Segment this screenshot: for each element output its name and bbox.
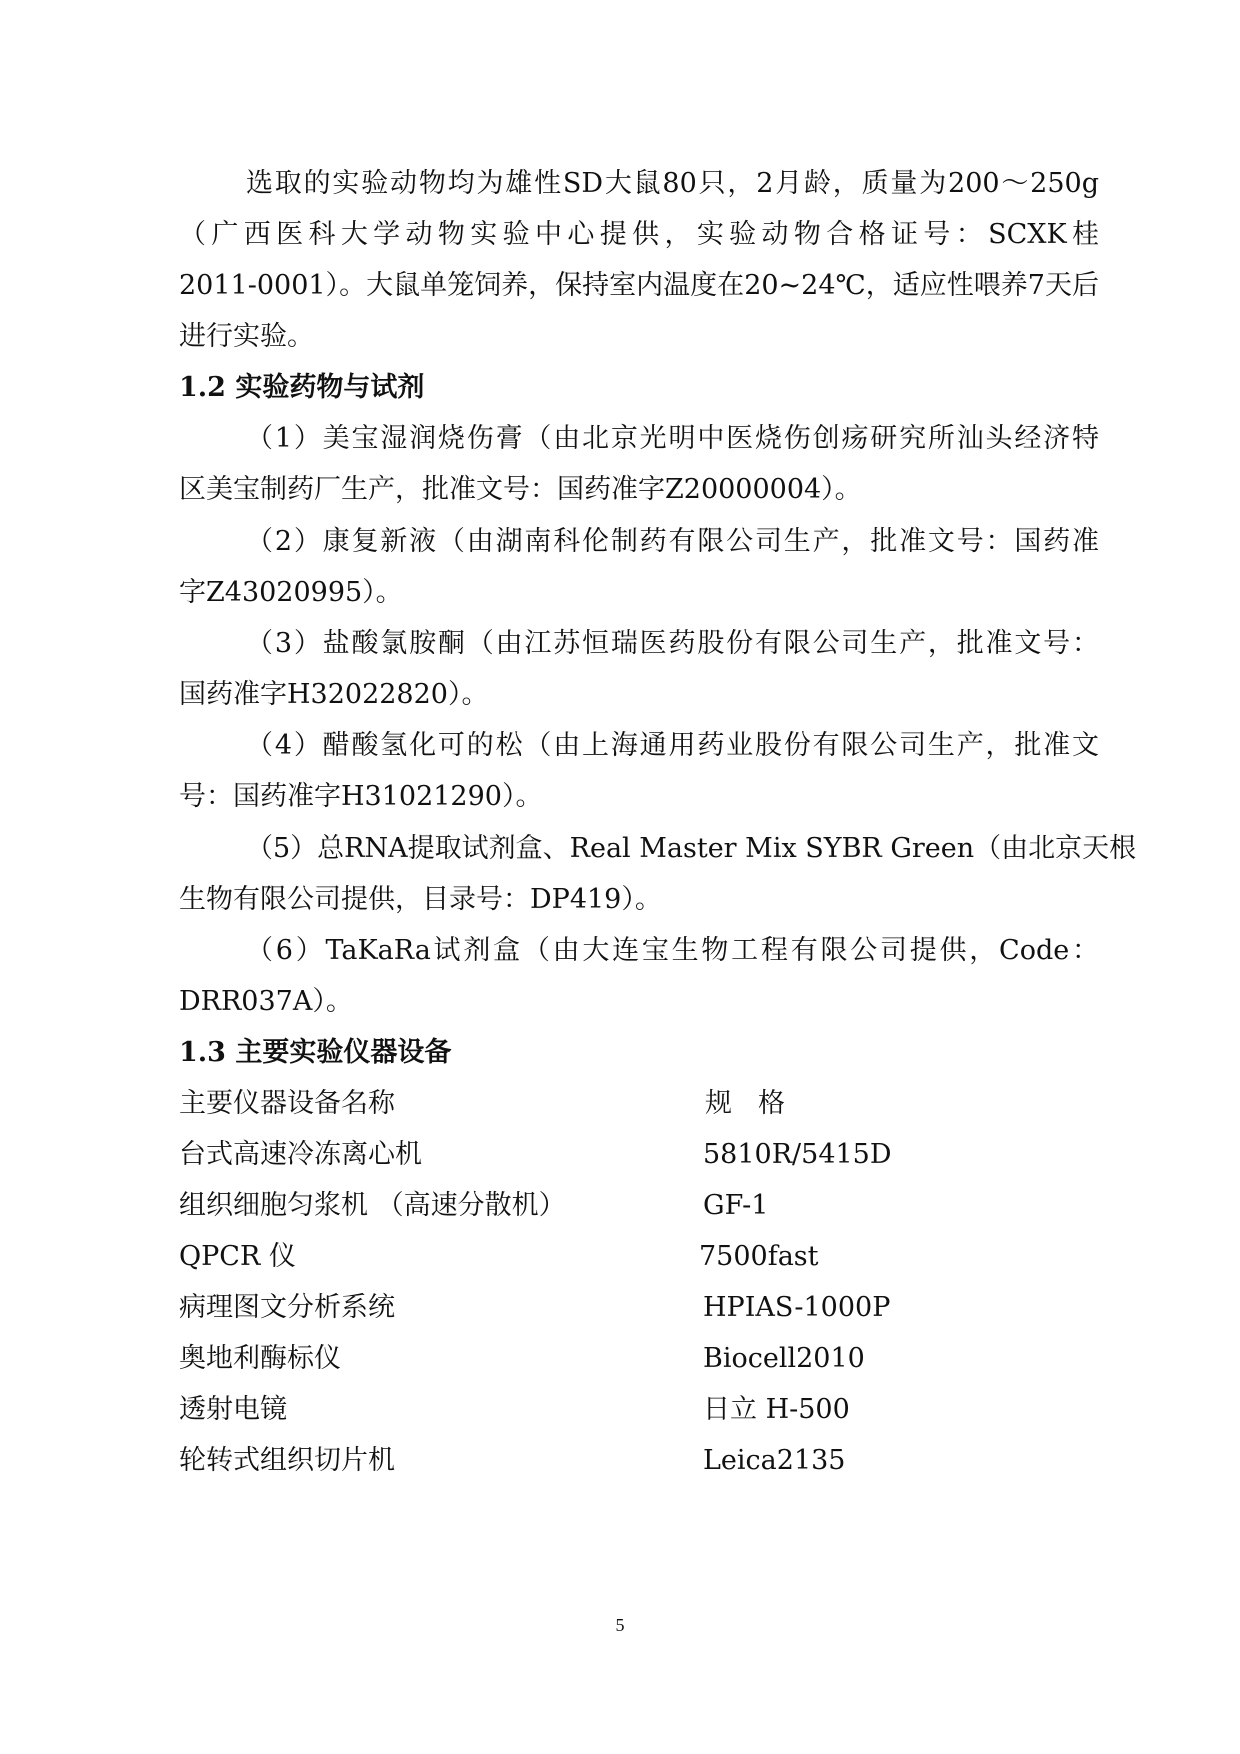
equipment-row [179,1339,1099,1379]
reagent-item-2-line-2: 字Z43020995）。 [179,577,403,608]
reagent-item-4-line-2: 号：国药准字H31021290）。 [179,781,543,812]
equipment-row [179,1441,1099,1481]
equipment-row [179,1186,1099,1226]
equipment-row [179,1390,1099,1430]
paragraph-line: 选取的实验动物均为雄性SD大鼠80只，2月龄，质量为200～250g [246,168,1099,199]
reagent-item-1-line-1: （1）美宝湿润烧伤膏（由北京光明中医烧伤创疡研究所汕头经济特 [246,423,1099,454]
section-heading-1-2: 1.2 实验药物与试剂 [179,372,425,403]
equipment-name: 病理图文分析系统 [179,1292,395,1323]
equipment-row [179,1237,1099,1277]
equipment-name: QPCR 仪 [179,1241,296,1272]
reagent-item-2-line-1: （2）康复新液（由湖南科伦制药有限公司生产，批准文号：国药准 [246,526,1099,557]
equipment-name: 轮转式组织切片机 [179,1445,395,1476]
paragraph-line: （广西医科大学动物实验中心提供，实验动物合格证号：SCXK桂 [179,219,1099,250]
reagent-item-4-line-1: （4）醋酸氢化可的松（由上海通用药业股份有限公司生产，批准文 [246,730,1099,761]
section-heading-1-3: 1.3 主要实验仪器设备 [179,1037,452,1068]
reagent-item-3-line-2: 国药准字H32022820）。 [179,679,489,710]
equipment-name-header: 主要仪器设备名称 [179,1088,395,1119]
equipment-spec: 日立 H-500 [703,1394,850,1425]
equipment-name: 台式高速冷冻离心机 [179,1139,422,1170]
equipment-spec: GF-1 [703,1190,769,1221]
reagent-item-6-line-1: （6）TaKaRa试剂盒（由大连宝生物工程有限公司提供，Code： [246,935,1099,966]
page-number: 5 [615,1615,625,1635]
equipment-spec: Leica2135 [703,1445,846,1476]
paragraph-line: 2011-0001）。大鼠单笼饲养，保持室内温度在20~24℃，适应性喂养7天后 [179,270,1099,301]
reagent-item-1-line-2: 区美宝制药厂生产，批准文号：国药准字Z20000004）。 [179,474,862,505]
equipment-name: 奥地利酶标仪 [179,1343,341,1374]
equipment-name: 组织细胞匀浆机 （高速分散机） [179,1190,566,1221]
reagent-item-3-line-1: （3）盐酸氯胺酮（由江苏恒瑞医药股份有限公司生产，批准文号： [246,628,1099,659]
paragraph-line: 进行实验。 [179,321,314,352]
equipment-spec: Biocell2010 [703,1343,865,1374]
reagent-item-5-line-1: （5）总RNA提取试剂盒、Real Master Mix SYBR Green（由北京天根 [246,833,1137,864]
equipment-row [179,1135,1099,1175]
equipment-row [179,1288,1099,1328]
equipment-spec: 5810R/5415D [703,1139,892,1170]
reagent-item-6-line-2: DRR037A）。 [179,986,353,1017]
equipment-table-header [179,1084,1099,1124]
equipment-spec: HPIAS-1000P [703,1292,891,1323]
reagent-item-5-line-2: 生物有限公司提供，目录号：DP419）。 [179,884,662,915]
equipment-spec: 7500fast [699,1241,819,1272]
equipment-name: 透射电镜 [179,1394,287,1425]
equipment-spec-header: 规格 [705,1088,811,1119]
